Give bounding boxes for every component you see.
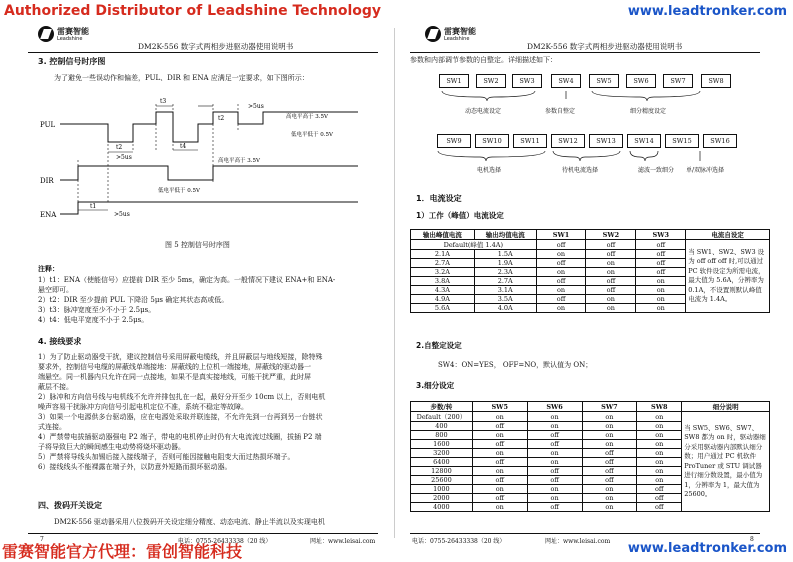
high-level-label-2: 高电平高于 3.5V (218, 158, 260, 164)
sec3-intro: 为了避免一些误动作和偏差，PUL、DIR 和 ENA 应满足一定要求，如下图所示： (54, 74, 309, 82)
right-page-number: 8 (750, 536, 754, 543)
right-header-title: DM2K-556 数字式两相步进驱动器使用说明书 (527, 42, 683, 51)
wiring-line: 1）为了防止驱动器受干扰，建议控制信号采用屏蔽电缆线，并且屏蔽层与地线短接，除特殊 (38, 353, 323, 361)
table-cell: off (472, 458, 527, 467)
col-sw3: SW3 (636, 230, 686, 240)
table-cell: on (527, 449, 582, 458)
table-cell: 3.8A (411, 277, 475, 286)
sec3-title: 3. 控制信号时序图 (38, 57, 106, 66)
wiring-line: 2）脉冲和方向信号线与电机线不允许并排包扎在一起，最好分开至少 10cm 以上，否则电机 (38, 393, 326, 401)
secIV-title: 四、拨码开关设定 (38, 501, 102, 510)
table-cell: on (637, 476, 682, 485)
right-footer-rule (410, 533, 760, 534)
note-line: 悬空即可。 (38, 286, 73, 294)
label-microstep: 细分精度设定 (630, 108, 667, 115)
col-sw6: SW6 (527, 402, 582, 412)
label-auto-tune: 参数自整定 (545, 108, 576, 115)
table-cell: on (582, 422, 637, 431)
wiring-line: 噪声容易干扰脉冲方向信号引起电机定位不准，系统不稳定等故障。 (38, 403, 248, 411)
table-cell: off (582, 467, 637, 476)
table-cell: 4.0A (474, 304, 536, 313)
table-cell: on (637, 458, 682, 467)
sec2-title: 2.自整定设定 (416, 341, 462, 350)
table-cell: off (582, 458, 637, 467)
table-cell: on (582, 431, 637, 440)
table-cell: 2.7A (411, 259, 475, 268)
logo-mark-icon (425, 26, 441, 42)
label-motor-select: 电机选择 (477, 167, 502, 174)
t2-label-1: t2 (116, 144, 123, 151)
switch-sw13: SW13 (589, 134, 623, 148)
t4-label: t4 (180, 143, 187, 150)
table-cell: off (527, 503, 582, 512)
switch-sw9: SW9 (437, 134, 471, 148)
current-note: 当 SW1、SW2、SW3 设为 off off off 时,可以通过 PC 软件设定为所需电流，最大值为 5.6A，分辨率为 0.1A，不设置则默认峰值电流为 1.4A。 (686, 240, 770, 313)
table-cell: on (637, 449, 682, 458)
agent-banner: 雷赛智能官方代理：雷创智能科技 (2, 542, 243, 561)
table-cell: on (582, 412, 637, 422)
right-logo (425, 26, 495, 48)
switch-sw7: SW7 (663, 74, 693, 88)
table-header-row (411, 402, 770, 412)
left-page-number: 7 (40, 536, 44, 543)
page-divider (394, 28, 395, 538)
table-cell: 3.2A (411, 268, 475, 277)
table-cell: off (586, 240, 636, 250)
table-cell: on (536, 286, 586, 295)
table-cell: off (536, 259, 586, 268)
table-cell: 2.3A (474, 268, 536, 277)
table-cell: on (582, 503, 637, 512)
table-cell: 25600 (411, 476, 473, 485)
table-cell: 1.5A (474, 250, 536, 259)
table-cell: 12800 (411, 467, 473, 476)
table-cell: on (636, 277, 686, 286)
table-row (411, 240, 770, 250)
logo-cn: 雷赛智能 (57, 27, 89, 36)
table-cell: on (472, 503, 527, 512)
ena-label: ENA (40, 211, 57, 219)
microstep-table (410, 401, 770, 512)
table-cell: on (527, 494, 582, 503)
wiring-line: 4）严禁带电拔插驱动器强电 P2 端子，带电的电机停止时仍有大电流流过线圈，拔插 P2 端 (38, 433, 322, 441)
table-cell: 2000 (411, 494, 473, 503)
table-cell: on (536, 268, 586, 277)
col-sw7: SW7 (582, 402, 637, 412)
switch-sw10: SW10 (475, 134, 509, 148)
table-cell: 4000 (411, 503, 473, 512)
table-cell: on (586, 295, 636, 304)
right-header-rule (410, 52, 760, 53)
sec4-title: 4. 接线要求 (38, 337, 82, 346)
table-cell: off (636, 240, 686, 250)
table-row (411, 412, 770, 422)
table-cell: 6400 (411, 458, 473, 467)
table-cell: on (637, 467, 682, 476)
switch-sw3: SW3 (512, 74, 542, 88)
wiring-list (38, 352, 383, 472)
table-cell: off (586, 286, 636, 295)
note-line: 2）t2：DIR 至少提前 PUL 下降沿 5μs 确定其状态高或低。 (38, 296, 229, 304)
table-cell: off (636, 250, 686, 259)
table-cell: on (472, 485, 527, 494)
switch-sw16: SW16 (703, 134, 737, 148)
col-sw1: SW1 (536, 230, 586, 240)
table-cell: off (472, 440, 527, 449)
table-cell: on (637, 431, 682, 440)
label-pulse-mode: 单/双脉冲选择 (686, 167, 725, 174)
table-cell: on (527, 485, 582, 494)
table-cell: off (586, 250, 636, 259)
label-filter: 滤波一致细分 (638, 167, 675, 174)
col-peak-current: 输出峰值电流 (411, 230, 475, 240)
sec1a-title: 1）工作（峰值）电流设定 (416, 211, 504, 220)
left-logo (38, 26, 108, 48)
label-standby-current: 待机电流选择 (562, 167, 599, 174)
table-cell: on (637, 412, 682, 422)
table-cell: off (472, 422, 527, 431)
switch-sw5: SW5 (589, 74, 619, 88)
logo-en: Leadshine (57, 36, 83, 42)
left-footer-rule (28, 533, 378, 534)
pul-label: PUL (40, 121, 56, 129)
wiring-line: 蔽层不接。 (38, 383, 73, 391)
t2-label-2: t2 (218, 115, 225, 122)
t1-label: t1 (90, 203, 97, 210)
low-level-label: 低电平低于 0.5V (291, 132, 333, 138)
table-cell: 2.1A (411, 250, 475, 259)
table-cell: on (527, 412, 582, 422)
table-cell: off (636, 259, 686, 268)
table-cell: on (536, 250, 586, 259)
right-intro: 参数和内部调节参数的自整定。详细描述如下： (410, 56, 557, 64)
switch-sw2: SW2 (476, 74, 506, 88)
table-cell: on (586, 268, 636, 277)
table-cell: off (636, 268, 686, 277)
table-cell: off (472, 476, 527, 485)
table-cell: on (536, 304, 586, 313)
microstep-note: 当 SW5、SW6、SW7、SW8 都为 on 时，驱动器细分采用驱动器内部默认细分数；用户通过 PC 机软件 ProTuner 或 STU 调试器进行细分数设置，最小值为 1，分辨率为 1，最大值为 25600。 (682, 412, 770, 512)
table-cell: Default（200） (411, 412, 473, 422)
distributor-banner: Authorized Distributor of Leadshine Technology (4, 3, 382, 19)
table-cell: on (636, 295, 686, 304)
table-cell: on (527, 422, 582, 431)
table-cell: off (527, 467, 582, 476)
table-cell: on (472, 467, 527, 476)
table-cell: 800 (411, 431, 473, 440)
logo-mark-icon (38, 26, 54, 42)
logo-cn: 雷赛智能 (444, 27, 476, 36)
fig-caption: 图 5 控制信号时序图 (165, 241, 230, 249)
table-cell: on (582, 440, 637, 449)
table-cell: Default(峰值 1.4A) (411, 240, 537, 250)
table-cell: on (582, 485, 637, 494)
low-level-label-2: 低电平低于 0.5V (158, 188, 200, 194)
table-cell: off (536, 277, 586, 286)
table-header-row (411, 230, 770, 240)
wiring-line: 3）如果一个电源供多台驱动器，应在电源处采取并联连接，不允许先到一台再到另一台链状 (38, 413, 323, 421)
label-dynamic-current: 动态电流设定 (465, 108, 502, 115)
left-header-title: DM2K-556 数字式两相步进驱动器使用说明书 (138, 42, 294, 51)
table-cell: 4.9A (411, 295, 475, 304)
col-sw2: SW2 (586, 230, 636, 240)
dir-label: DIR (40, 177, 54, 185)
gt5us-label-2: >5us (116, 154, 132, 161)
t3-label: t3 (160, 98, 167, 105)
table-cell: off (527, 440, 582, 449)
table-cell: off (637, 485, 682, 494)
table-cell: on (637, 422, 682, 431)
table-cell: on (586, 259, 636, 268)
wiring-line: 子将导致巨大的瞬间感生电动势将烧坏驱动器。 (38, 443, 185, 451)
current-table (410, 229, 770, 313)
right-footer-web: 网址：www.leisai.com (545, 538, 611, 545)
table-cell: on (636, 304, 686, 313)
bottom-website-link[interactable]: www.leadtronker.com (627, 541, 787, 556)
sec3r-title: 3.细分设定 (416, 381, 455, 390)
switch-sw4: SW4 (551, 74, 581, 88)
table-cell: on (586, 304, 636, 313)
sec1-title: 1．电流设定 (416, 194, 462, 203)
switch-sw12: SW12 (551, 134, 585, 148)
top-website-link[interactable]: www.leadtronker.com (627, 4, 787, 19)
col-current-setting: 电流自设定 (686, 230, 770, 240)
col-microstep-note: 细分说明 (682, 402, 770, 412)
wiring-line: 要求外，控制信号电缆的屏蔽线单端接地：屏蔽线的上位机一端接地，屏蔽线的驱动器一 (38, 363, 311, 371)
right-footer-tel: 电话：0755-26433338（20 线） (412, 538, 506, 545)
col-steps: 步数/转 (411, 402, 473, 412)
note-line: 3）t3：脉冲宽度至少不小于 2.5μs。 (38, 306, 156, 314)
switch-sw8: SW8 (701, 74, 731, 88)
table-cell: 400 (411, 422, 473, 431)
table-cell: off (536, 295, 586, 304)
table-cell: 1000 (411, 485, 473, 494)
table-cell: off (637, 503, 682, 512)
table-cell: 1600 (411, 440, 473, 449)
table-cell: 1.9A (474, 259, 536, 268)
wiring-line: 式连接。 (38, 423, 66, 431)
switch-sw1: SW1 (439, 74, 469, 88)
table-cell: 5.6A (411, 304, 475, 313)
table-cell: off (582, 449, 637, 458)
switch-sw15: SW15 (665, 134, 699, 148)
logo-en: Leadshine (444, 36, 470, 42)
switch-sw14: SW14 (627, 134, 661, 148)
left-header-rule (28, 52, 378, 53)
secIV-text: DM2K-556 驱动器采用八位拨码开关设定细分精度、动态电流、静止半流以及实现电机 (54, 518, 325, 526)
table-cell: off (527, 476, 582, 485)
col-avg-current: 输出均值电流 (474, 230, 536, 240)
table-cell: off (527, 431, 582, 440)
table-cell: 4.3A (411, 286, 475, 295)
switch-sw6: SW6 (626, 74, 656, 88)
table-cell: 3200 (411, 449, 473, 458)
table-cell: off (536, 240, 586, 250)
timing-diagram (38, 92, 368, 242)
table-cell: off (582, 476, 637, 485)
left-footer-web: 网址：www.leisai.com (310, 538, 376, 545)
table-cell: off (586, 277, 636, 286)
wiring-line: 6）接线线头不能裸露在端子外，以防意外短路而损坏驱动器。 (38, 463, 232, 471)
table-cell: 3.1A (474, 286, 536, 295)
table-cell: on (472, 449, 527, 458)
table-cell: on (472, 431, 527, 440)
table-cell: on (636, 286, 686, 295)
note-line: 4）t4：低电平宽度不小于 2.5μs。 (38, 316, 149, 324)
notes-title: 注释： (38, 264, 59, 273)
col-sw5: SW5 (472, 402, 527, 412)
sec2-text: SW4：ON=YES， OFF=NO，默认值为 ON； (438, 361, 593, 369)
gt5us-label-3: >5us (248, 103, 264, 110)
col-sw8: SW8 (637, 402, 682, 412)
high-level-label: 高电平高于 3.5V (286, 114, 328, 120)
table-cell: off (637, 494, 682, 503)
gt5us-label-1: >5us (114, 211, 130, 218)
note-line: 1）t1：ENA（使能信号）应提前 DIR 至少 5ms，确定为高。一般情况下建议 ENA+和 ENA- (38, 276, 336, 284)
table-cell: on (637, 440, 682, 449)
table-cell: 2.7A (474, 277, 536, 286)
switch-sw11: SW11 (513, 134, 547, 148)
left-footer-tel: 电话：0755-26433338（20 线） (178, 538, 272, 545)
table-cell: off (472, 494, 527, 503)
table-cell: on (582, 494, 637, 503)
wiring-line: 5）严禁将导线头加锡后接入接线端子，否则可能因接触电阻变大而过热损坏端子。 (38, 453, 295, 461)
notes-list (38, 275, 378, 325)
wiring-line: 端悬空。同一机器内只允许在同一点接地，如果不是真实接地线，可能干扰严重，此时屏 (38, 373, 311, 381)
table-cell: on (472, 412, 527, 422)
table-cell: on (527, 458, 582, 467)
table-cell: 3.5A (474, 295, 536, 304)
